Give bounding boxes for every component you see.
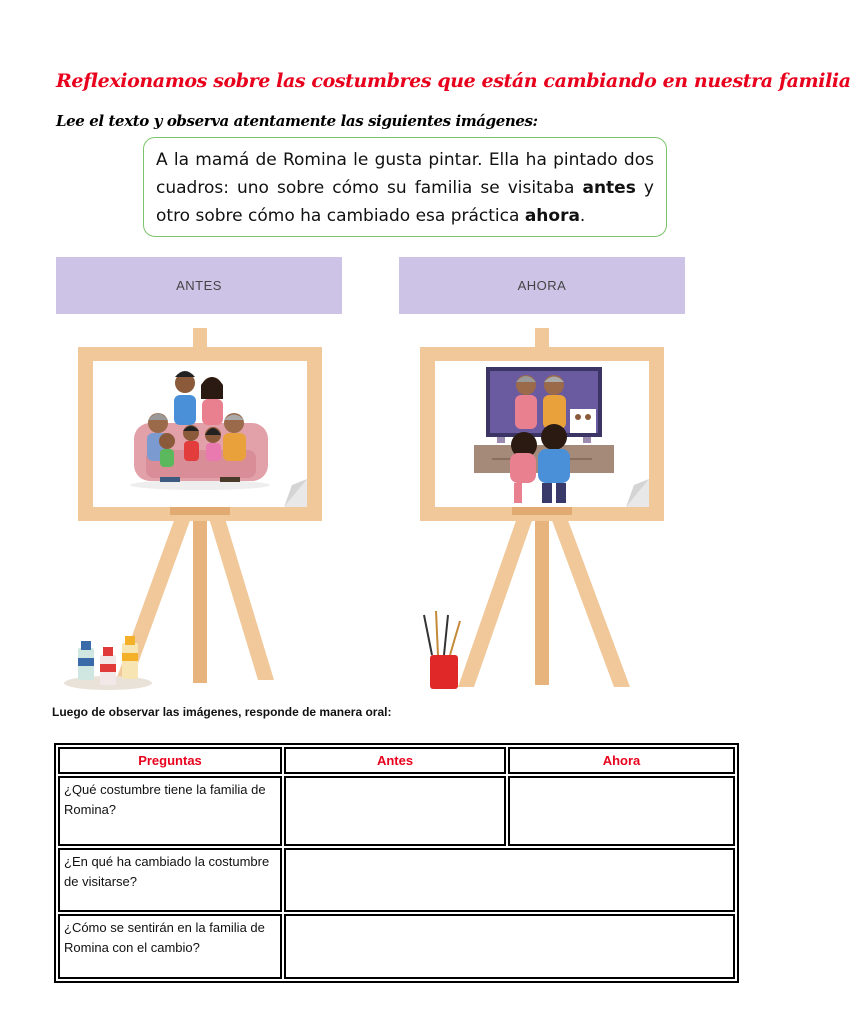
answer-2[interactable] (284, 848, 735, 911)
answer-ahora-1[interactable] (508, 776, 735, 846)
question-1: ¿Qué costumbre tiene la familia de Romina? (58, 776, 282, 846)
label-antes: ANTES (56, 257, 342, 314)
table-row (58, 914, 735, 980)
story-bold-antes: antes (582, 178, 636, 198)
story-box (143, 137, 667, 237)
instructions-text: Luego de observar las imágenes, responde de manera oral: (52, 705, 392, 719)
header-antes: Antes (284, 747, 506, 774)
story-part2: y otro sobre cómo ha cambiado esa práctica (156, 178, 654, 226)
header-preguntas: Preguntas (58, 747, 282, 774)
questions-table (54, 743, 739, 983)
page-title: Reflexionamos sobre las costumbres que están cambiando en nuestra familia (56, 70, 851, 92)
story-bold-ahora: ahora (524, 206, 580, 226)
question-3: ¿Cómo se sentirán en la familia de Romina con el cambio? (58, 914, 282, 980)
easel-icon (78, 328, 322, 683)
answer-3[interactable] (284, 914, 735, 980)
label-ahora: AHORA (399, 257, 685, 314)
header-ahora: Ahora (508, 747, 735, 774)
table-row (58, 776, 735, 846)
brush-cup-icon (424, 611, 460, 689)
easel-antes-illustration (60, 325, 340, 695)
table-header-row (58, 747, 735, 774)
table-row (58, 848, 735, 911)
story-part3: . (579, 206, 586, 226)
story-part1: A la mamá de Romina le gusta pintar. Ella ha pintado dos cuadros: uno sobre cómo su familia se visitaba (156, 150, 654, 198)
question-2: ¿En qué ha cambiado la costumbre de visitarse? (58, 848, 282, 911)
answer-antes-1[interactable] (284, 776, 506, 846)
easel-ahora-illustration (402, 325, 682, 695)
page-subtitle: Lee el texto y observa atentamente las siguientes imágenes: (56, 112, 538, 130)
